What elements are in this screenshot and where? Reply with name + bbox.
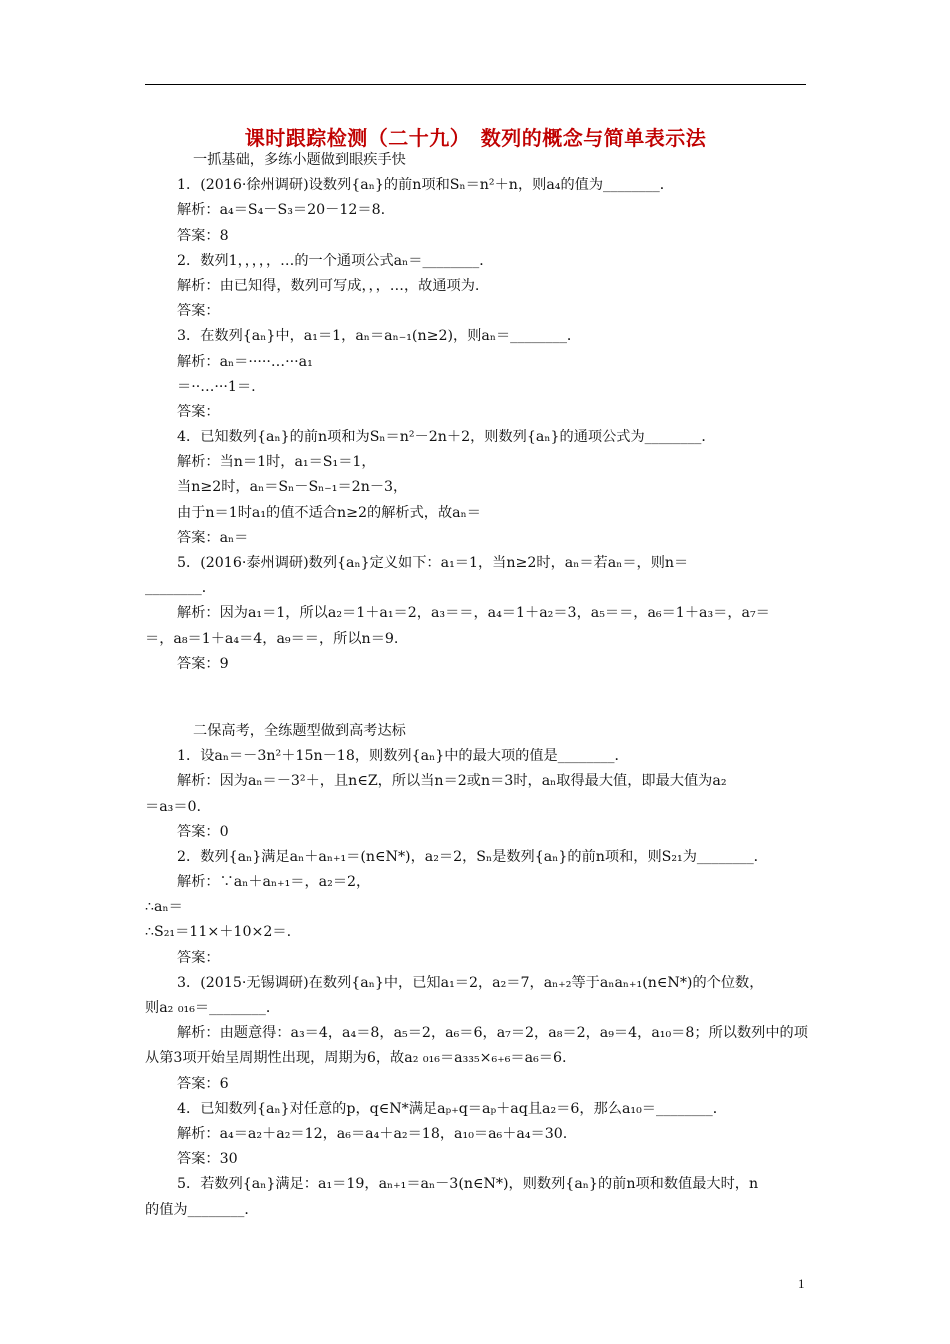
text-line: 1．(2016·徐州调研)设数列{aₙ}的前n项和Sₙ＝n²＋n，则a₄的值为________．	[177, 177, 674, 194]
text-line: 5．(2016·泰州调研)数列{aₙ}定义如下：a₁＝1，当n≥2时，aₙ＝若aₙ＝，则n＝	[177, 555, 689, 571]
text-line: 2．数列1，，，，，…的一个通项公式aₙ＝________．	[177, 252, 494, 269]
text-line: ＝··…···1＝.	[177, 378, 256, 395]
text-line: 当n≥2时，aₙ＝Sₙ－Sₙ₋₁＝2n－3，	[177, 479, 408, 496]
document-body	[145, 148, 810, 1223]
text-line: 二保高考，全练题型做到高考达标	[193, 722, 406, 739]
text-line: ________．	[145, 580, 216, 597]
text-line: 从第3项开始呈周期性出现，周期为6，故a₂ ₀₁₆＝a₃₃₅×₆₊₆＝a₆＝6.	[145, 1050, 567, 1067]
text-line: 解析：aₙ＝·····…···a₁	[177, 353, 313, 370]
text-line: 5．若数列{aₙ}满足：a₁＝19，aₙ₊₁＝aₙ－3(n∈N*)，则数列{aₙ}的前n项和数值最大时，n	[177, 1176, 759, 1193]
text-line: 1．设aₙ＝－3n²＋15n－18，则数列{aₙ}中的最大项的值是________．	[177, 748, 629, 765]
text-line: 解析：a₄＝S₄－S₃＝20－12＝8.	[177, 202, 386, 219]
text-line: 由于n＝1时a₁的值不适合n≥2的解析式，故aₙ＝	[177, 504, 481, 521]
text-line: ∴S₂₁＝11×＋10×2＝.	[145, 924, 292, 941]
text-line: 2．数列{aₙ}满足aₙ＋aₙ₊₁＝(n∈N*)，a₂＝2，Sₙ是数列{aₙ}的前n项和，则S₂₁为________．	[177, 848, 768, 865]
text-line: 则a₂ ₀₁₆＝________．	[145, 1000, 281, 1016]
text-line: 答案：9	[177, 655, 229, 672]
text-line: 解析：当n＝1时，a₁＝S₁＝1，	[177, 454, 376, 471]
text-line: 4．已知数列{aₙ}的前n项和为Sₙ＝n²－2n＋2，则数列{aₙ}的通项公式为________．	[177, 429, 716, 446]
text-line: 解析：由题意得：a₃＝4，a₄＝8，a₅＝2，a₆＝6，a₇＝2，a₈＝2，a₉＝4，a₁₀＝8；所以数列中的项	[177, 1025, 808, 1042]
text-line: 解析：a₄＝a₂＋a₂＝12，a₆＝a₄＋a₂＝18，a₁₀＝a₆＋a₄＝30.	[177, 1125, 568, 1142]
text-line: ＝a₃＝0.	[145, 798, 202, 815]
text-line: 答案：30	[177, 1151, 238, 1168]
text-line: ＝，a₈＝1＋a₄＝4，a₉＝＝，所以n＝9.	[145, 630, 399, 647]
page-number: 1	[798, 1276, 805, 1291]
text-line: 解析：因为aₙ＝－3²＋，且n∈Z，所以当n＝2或n＝3时，aₙ取得最大值，即最大值为a₂	[177, 773, 727, 790]
header-rule	[145, 84, 806, 85]
text-line: 4．已知数列{aₙ}对任意的p，q∈N*满足aₚ₊q＝aₚ＋aq且a₂＝6，那么a₁₀＝________．	[177, 1100, 727, 1117]
text-line: 解析：∵aₙ＋aₙ₊₁＝，a₂＝2，	[177, 874, 371, 891]
text-line: 3．在数列{aₙ}中，a₁＝1，aₙ＝aₙ₋₁(n≥2)，则aₙ＝________．	[177, 328, 582, 345]
text-line: ∴aₙ＝	[145, 899, 183, 916]
text-line: 一抓基础，多练小题做到眼疾手快	[193, 152, 406, 168]
text-line: 解析：因为a₁＝1，所以a₂＝1＋a₁＝2，a₃＝＝，a₄＝1＋a₂＝3，a₅＝＝，a₆＝1＋a₃＝，a₇＝	[177, 605, 770, 622]
text-line: 答案：aₙ＝	[177, 529, 249, 546]
section-gap	[145, 677, 810, 719]
text-line: 3．(2015·无锡调研)在数列{aₙ}中，已知a₁＝2，a₂＝7，aₙ₊₂等于aₙaₙ₊₁(n∈N*)的个位数，	[177, 974, 764, 991]
text-line: 答案：6	[177, 1075, 229, 1092]
text-line: 的值为________．	[145, 1201, 259, 1218]
text-line: 答案：8	[177, 227, 229, 244]
text-line: 解析：由已知得，数列可写成，，，…，故通项为.	[177, 277, 480, 294]
text-line: 答案：0	[177, 823, 229, 840]
page-title: 课时跟踪检测（二十九） 数列的概念与简单表示法	[244, 126, 707, 150]
text-line: 答案：	[177, 403, 220, 420]
text-line: 答案：	[177, 303, 220, 320]
text-line: 答案：	[177, 949, 220, 966]
